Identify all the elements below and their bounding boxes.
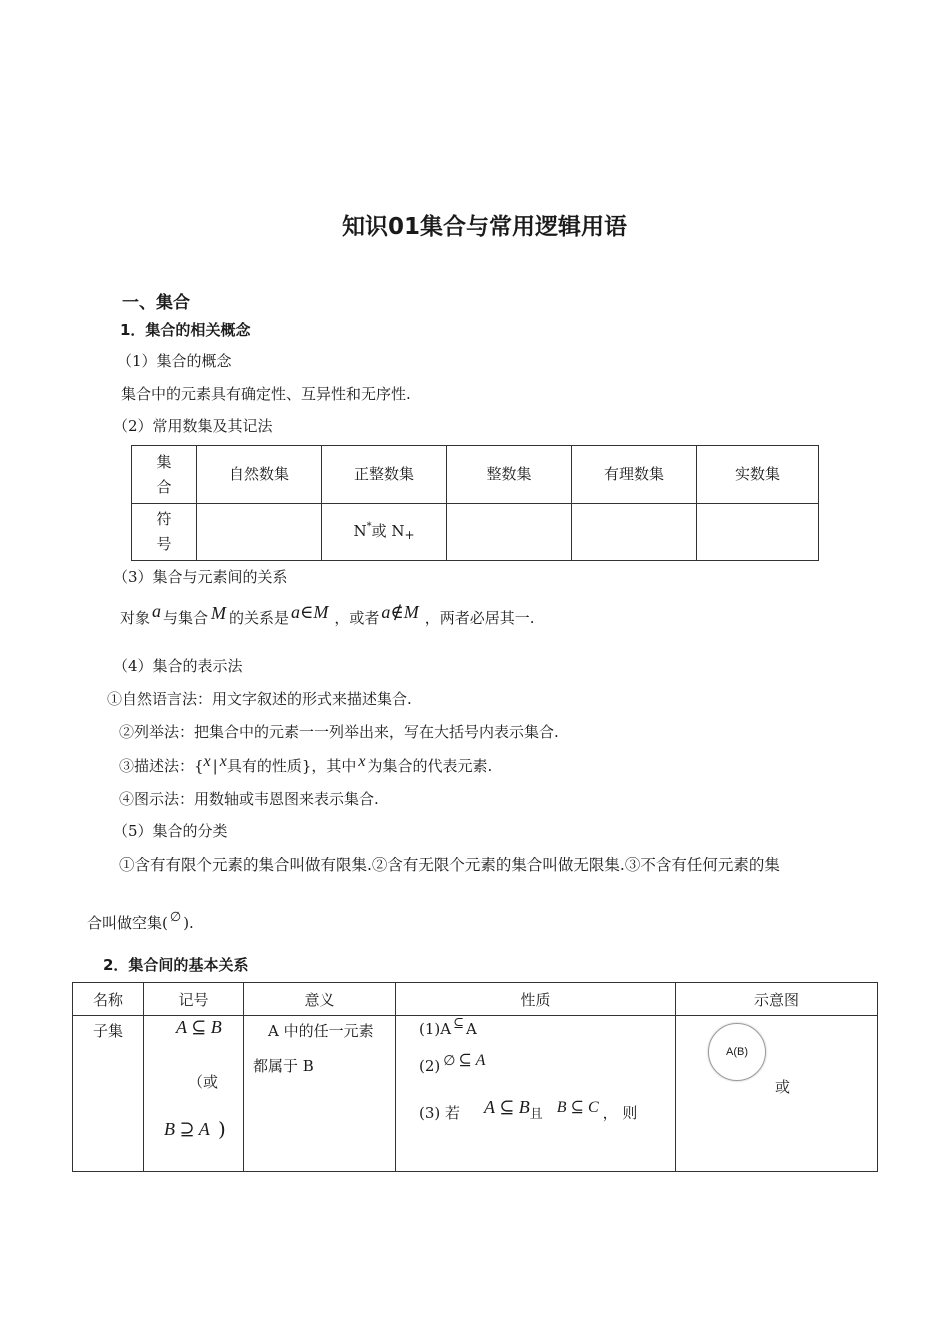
table-header-row <box>73 983 878 1016</box>
text: 且 <box>529 1107 543 1122</box>
text: ③描述法：{ <box>119 757 204 775</box>
math-x: x <box>219 753 227 770</box>
cell-empty <box>572 504 697 561</box>
text: A <box>466 1020 477 1038</box>
math-x: x <box>203 753 211 770</box>
text: 对象 <box>120 609 151 627</box>
cell-integer: 整数集 <box>447 446 572 504</box>
relation-text <box>120 601 535 628</box>
text: ). <box>183 914 194 932</box>
header-property: 性质 <box>396 983 676 1016</box>
cell-real: 实数集 <box>697 446 819 504</box>
item-label-number-sets: （2）常用数集及其记法 <box>113 417 273 435</box>
math-subset: B ⊆ C <box>556 1099 599 1116</box>
item-label-representation: （4）集合的表示法 <box>113 657 243 675</box>
section-heading: 一、集合 <box>122 293 190 313</box>
cell-subset-name: 子集 <box>73 1016 144 1172</box>
text: 的关系是 <box>229 609 290 627</box>
text: A 中的任一元素 <box>268 1022 374 1040</box>
text: (2) <box>419 1057 441 1075</box>
text: ，两者必居其一. <box>424 609 535 627</box>
math-subset: A ⊆ B <box>176 1017 222 1037</box>
classification-line: ①含有有限个元素的集合叫做有限集.②含有无限个元素的集合叫做无限集.③不含有任何元素的集 <box>119 856 780 874</box>
method-description <box>119 755 492 776</box>
header-char: 合 <box>156 477 172 496</box>
math-superset: B ⊇ A <box>164 1119 210 1139</box>
row-header-set <box>132 446 197 504</box>
math-subset: ⊆ A <box>458 1052 486 1069</box>
classification-line-2 <box>87 912 194 933</box>
page-title: 知识01集合与常用逻辑用语 <box>342 214 628 240</box>
cell-positive-int-symbol <box>322 504 447 561</box>
row-header-symbol <box>132 504 197 561</box>
cell-empty <box>697 504 819 561</box>
text: | <box>212 757 218 775</box>
text: 都属于 B <box>253 1057 314 1075</box>
symbol-star: * <box>366 521 372 532</box>
text: (3) 若 <box>419 1104 461 1122</box>
method-diagram: ④图示法：用数轴或韦恩图来表示集合. <box>119 790 379 808</box>
symbol-n: N <box>353 522 367 540</box>
number-sets-table <box>131 445 819 561</box>
symbol-or-n: 或 N <box>371 522 405 540</box>
property-2 <box>419 1052 486 1076</box>
cell-meaning <box>244 1016 396 1172</box>
math-m: M <box>211 603 227 623</box>
cell-natural: 自然数集 <box>197 446 322 504</box>
cell-empty <box>447 504 572 561</box>
cell-rational: 有理数集 <box>572 446 697 504</box>
table-row <box>132 504 819 561</box>
property-1 <box>419 1016 477 1038</box>
text: 为集合的代表元素. <box>367 757 493 775</box>
property-3 <box>419 1097 638 1123</box>
header-char: 集 <box>156 452 172 471</box>
symbol-plus: + <box>404 528 415 542</box>
text: (1)A <box>419 1020 452 1038</box>
text: 与集合 <box>163 609 209 627</box>
header-name: 名称 <box>73 983 144 1016</box>
item-label-classification: （5）集合的分类 <box>113 822 228 840</box>
cell-empty <box>197 504 322 561</box>
method-natural-language: ①自然语言法：用文字叙述的形式来描述集合. <box>107 690 412 708</box>
table-row <box>132 446 819 504</box>
text: ，或者 <box>334 609 380 627</box>
header-notation: 记号 <box>144 983 244 1016</box>
item-label-concept: （1）集合的概念 <box>117 352 232 370</box>
method-enumeration: ②列举法：把集合中的元素一一列举出来，写在大括号内表示集合. <box>119 723 559 741</box>
cell-properties <box>396 1016 676 1172</box>
math-subset: A ⊆ B <box>484 1097 530 1117</box>
venn-label: A(B) <box>726 1046 748 1058</box>
header-char: 符 <box>156 510 172 528</box>
header-diagram: 示意图 <box>676 983 878 1016</box>
table-row <box>73 1016 878 1172</box>
math-a: a <box>152 601 162 621</box>
math-x: x <box>358 753 366 770</box>
header-meaning: 意义 <box>244 983 396 1016</box>
text: 具有的性质}，其中 <box>226 757 357 775</box>
relations-table <box>72 982 878 1172</box>
empty-set-symbol: ∅ <box>443 1053 456 1069</box>
text: （或 <box>188 1073 219 1091</box>
venn-diagram <box>708 1023 766 1081</box>
subset-symbol: ⊆ <box>453 1016 464 1031</box>
subsection-heading: 2．集合间的基本关系 <box>103 956 249 974</box>
item-label-relation: （3）集合与元素间的关系 <box>113 568 288 586</box>
cell-diagram <box>676 1016 878 1172</box>
math-notin: a∉M <box>381 602 419 622</box>
math-in: a∈M <box>291 602 329 622</box>
empty-set-symbol: ∅ <box>169 910 182 925</box>
text: ， 则 <box>602 1104 638 1122</box>
text: ) <box>218 1117 226 1141</box>
concept-text: 集合中的元素具有确定性、互异性和无序性. <box>121 385 411 403</box>
text: 合叫做空集( <box>87 914 168 932</box>
subsection-heading: 1．集合的相关概念 <box>120 321 251 339</box>
cell-positive-int: 正整数集 <box>322 446 447 504</box>
header-char: 号 <box>156 535 172 553</box>
text: 或 <box>775 1078 791 1096</box>
cell-notation <box>144 1016 244 1172</box>
